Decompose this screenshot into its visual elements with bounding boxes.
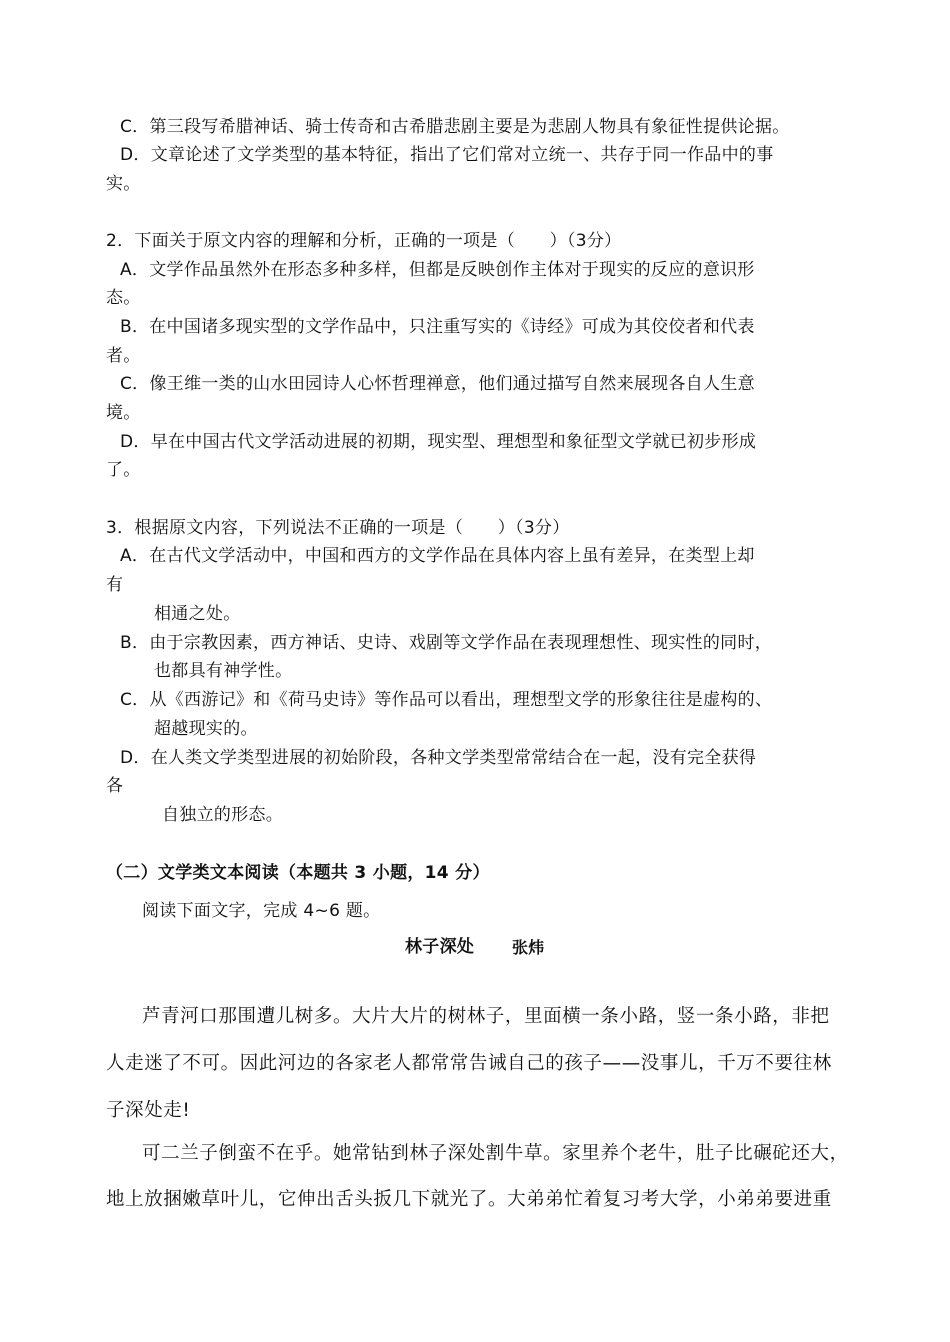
story-title: 林子深处 <box>405 937 475 957</box>
story-p1-line3: 子深处走! <box>106 1100 191 1121</box>
reading-instruction: 阅读下面文字，完成 4~6 题。 <box>142 901 381 921</box>
q2-option-b-line2: 者。 <box>106 346 141 366</box>
q3-option-c-line1: C．从《西游记》和《荷马史诗》等作品可以看出，理想型文学的形象往往是虚构的、 <box>120 690 773 710</box>
q3-option-c-line2: 超越现实的。 <box>154 719 258 739</box>
q1-option-c: C．第三段写希腊神话、骑士传奇和古希腊悲剧主要是为悲剧人物具有象征性提供论据。 <box>120 117 790 137</box>
story-p1-line2: 人走迷了不可。因此河边的各家老人都常常告诫自己的孩子——没事儿，千万不要往林 <box>106 1053 832 1074</box>
q2-stem: 2．下面关于原文内容的理解和分析，正确的一项是（ ）（3分） <box>106 231 622 251</box>
q2-option-a-line1: A．文学作品虽然外在形态多种多样，但都是反映创作主体对于现实的反应的意识形 <box>120 260 755 280</box>
section-heading: （二）文学类文本阅读（本题共 3 小题，14 分） <box>106 863 490 883</box>
q2-option-d-line2: 了。 <box>106 460 141 480</box>
q2-option-a-line2: 态。 <box>106 288 141 308</box>
q2-option-d-line1: D．早在中国古代文学活动进展的初期，现实型、理想型和象征型文学就已初步形成 <box>120 432 757 452</box>
story-p2-line1: 可二兰子倒蛮不在乎。她常钻到林子深处割牛草。家里养个老牛，肚子比碾砣还大， <box>142 1143 849 1164</box>
story-p2-line2: 地上放捆嫩草叶儿，它伸出舌头扳几下就光了。大弟弟忙着复习考大学，小弟弟要进重 <box>106 1189 832 1210</box>
q2-option-c-line1: C．像王维一类的山水田园诗人心怀哲理禅意，他们通过描写自然来展现各自人生意 <box>120 374 755 394</box>
q3-option-a-line1: A．在古代文学活动中，中国和西方的文学作品在具体内容上虽有差异，在类型上却 <box>120 546 755 566</box>
q3-option-b-line1: B．由于宗教因素，西方神话、史诗、戏剧等文学作品在表现理想性、现实性的同时， <box>120 633 773 653</box>
q3-option-b-line2: 也都具有神学性。 <box>154 661 293 681</box>
q3-stem: 3．根据原文内容，下列说法不正确的一项是（ ）（3分） <box>106 518 570 538</box>
q3-option-d-line1: D．在人类文学类型进展的初始阶段，各种文学类型常常结合在一起，没有完全获得 <box>120 748 757 768</box>
q2-option-b-line1: B．在中国诸多现实型的文学作品中，只注重写实的《诗经》可成为其佼佼者和代表 <box>120 317 755 337</box>
q3-option-d-line2: 各 <box>106 776 124 796</box>
q1-option-d-line2: 实。 <box>106 174 141 194</box>
q3-option-a-line2: 有 <box>106 575 124 595</box>
q3-option-a-line3: 相通之处。 <box>154 604 241 624</box>
story-author: 张炜 <box>512 938 545 957</box>
q2-option-c-line2: 境。 <box>106 403 141 423</box>
q3-option-d-line3: 自独立的形态。 <box>162 805 284 825</box>
q1-option-d-line1: D．文章论述了文学类型的基本特征，指出了它们常对立统一、共存于同一作品中的事 <box>120 145 774 165</box>
story-p1-line1: 芦青河口那围遭儿树多。大片大片的树林子，里面横一条小路，竖一条小路，非把 <box>142 1006 830 1027</box>
